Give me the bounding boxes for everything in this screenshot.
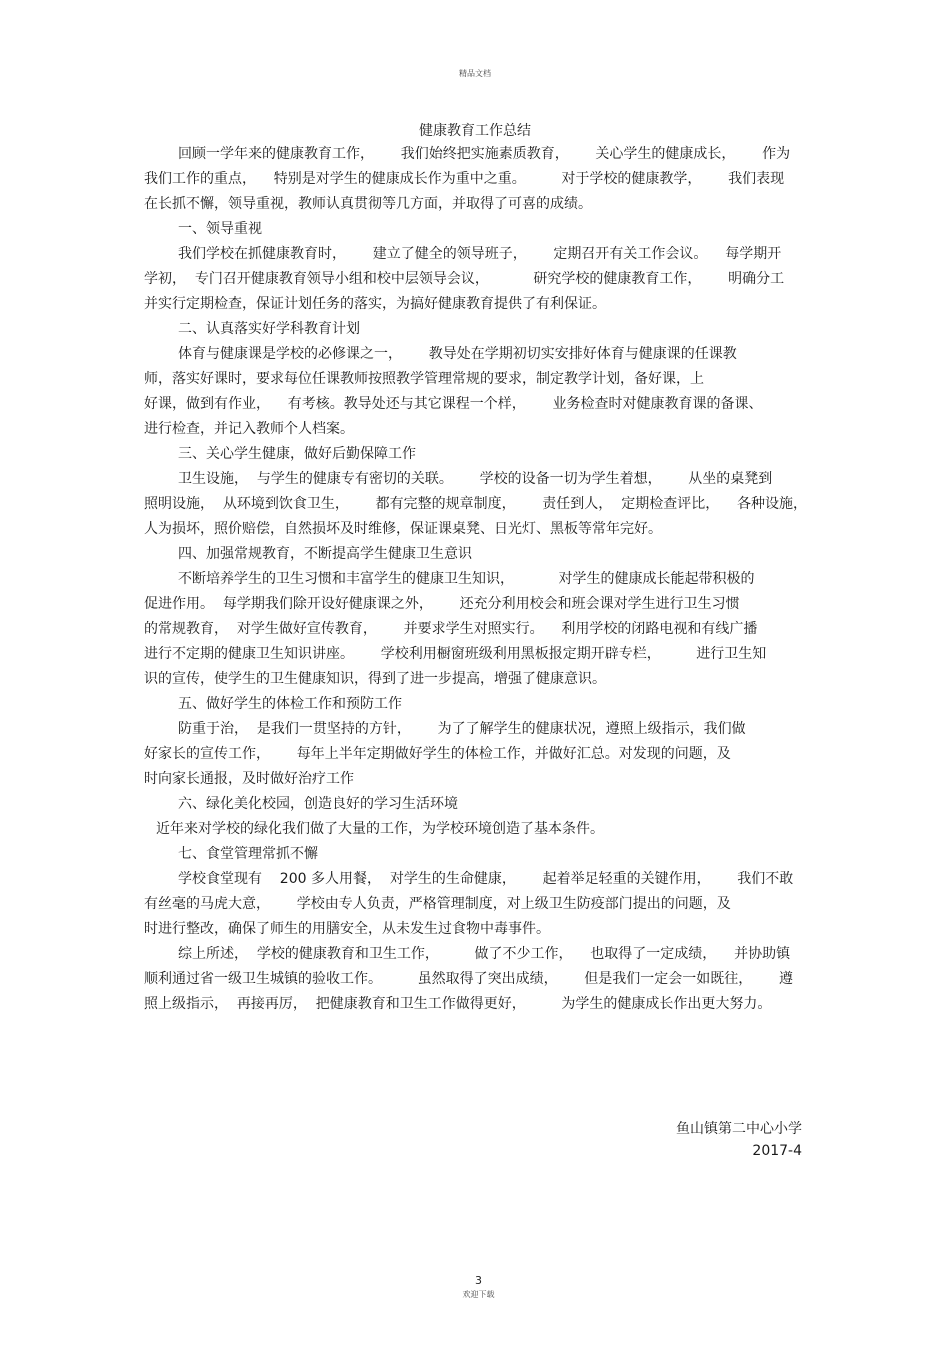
section-heading: 二、认真落实好学科教育计划 xyxy=(178,321,360,337)
body-line: 我们工作的重点， 特别是对学生的健康成长作为重中之重。 对于学校的健康教学， 我们表现 xyxy=(144,171,785,187)
section-heading: 一、领导重视 xyxy=(178,221,262,237)
signature-date: 2017-4 xyxy=(752,1143,802,1159)
body-line: 顺利通过省一级卫生城镇的验收工作。 虽然取得了突出成绩， 但是我们一定会一如既往， 遵 xyxy=(144,971,794,987)
document-header: 精品文档 xyxy=(459,69,491,78)
body-line: 学校食堂现有 200 多人用餐， 对学生的生命健康， 起着举足轻重的关键作用， 我们不敢 xyxy=(178,871,794,887)
body-line: 的常规教育， 对学生做好宣传教育， 并要求学生对照实行。 利用学校的闭路电视和有线广播 xyxy=(144,621,758,637)
body-line: 好课，做到有作业， 有考核。教导处还与其它课程一个样， 业务检查时对健康教育课的备课、 xyxy=(144,396,763,412)
body-line: 综上所述， 学校的健康教育和卫生工作， 做了不少工作， 也取得了一定成绩， 并协助镇 xyxy=(178,946,791,962)
body-line: 卫生设施， 与学生的健康专有密切的关联。 学校的设备一切为学生着想， 从坐的桌凳到 xyxy=(178,471,773,487)
section-heading: 六、绿化美化校园，创造良好的学习生活环境 xyxy=(178,796,458,812)
body-line: 有丝毫的马虎大意， 学校由专人负责，严格管理制度，对上级卫生防疫部门提出的问题，及 xyxy=(144,896,731,912)
body-line: 并实行定期检查，保证计划任务的落实，为搞好健康教育提供了有利保证。 xyxy=(144,296,606,312)
body-line: 照明设施， 从环境到饮食卫生， 都有完整的规章制度， 责任到人， 定期检查评比， 各种设施， xyxy=(144,496,808,512)
body-line: 进行检查，并记入教师个人档案。 xyxy=(144,421,354,437)
body-line: 好家长的宣传工作， 每年上半年定期做好学生的体检工作，并做好汇总。对发现的问题，及 xyxy=(144,746,731,762)
page-number: 3 xyxy=(475,1274,482,1287)
body-line: 照上级指示， 再接再厉， 把健康教育和卫生工作做得更好， 为学生的健康成长作出更大努力。 xyxy=(144,996,772,1012)
body-line: 时进行整改，确保了师生的用膳安全，从未发生过食物中毒事件。 xyxy=(144,921,550,937)
body-line: 进行不定期的健康卫生知识讲座。 学校利用橱窗班级利用黑板报定期开辟专栏， 进行卫生知 xyxy=(144,646,767,662)
body-line: 识的宣传，使学生的卫生健康知识，得到了进一步提高，增强了健康意识。 xyxy=(144,671,606,687)
section-heading: 四、加强常规教育，不断提高学生健康卫生意识 xyxy=(178,546,472,562)
page-footer xyxy=(0,1261,950,1300)
body-line: 在长抓不懈，领导重视，教师认真贯彻等几方面，并取得了可喜的成绩。 xyxy=(144,196,592,212)
body-line: 近年来对学校的绿化我们做了大量的工作，为学校环境创造了基本条件。 xyxy=(156,821,604,837)
body-line: 防重于治， 是我们一贯坚持的方针， 为了了解学生的健康状况，遵照上级指示，我们做 xyxy=(178,721,746,737)
body-line: 人为损坏，照价赔偿，自然损坏及时维修，保证课桌凳、日光灯、黑板等常年完好。 xyxy=(144,521,662,537)
body-line: 体育与健康课是学校的必修课之一， 教导处在学期初切实安排好体育与健康课的任课教 xyxy=(178,346,737,362)
body-line: 回顾一学年来的健康教育工作， 我们始终把实施素质教育， 关心学生的健康成长， 作为 xyxy=(178,146,791,162)
document-title: 健康教育工作总结 xyxy=(419,123,531,139)
section-heading: 三、关心学生健康，做好后勤保障工作 xyxy=(178,446,416,462)
body-line: 促进作用。 每学期我们除开设好健康课之外， 还充分利用校会和班会课对学生进行卫生习惯 xyxy=(144,596,740,612)
body-line: 我们学校在抓健康教育时， 建立了健全的领导班子， 定期召开有关工作会议。 每学期开 xyxy=(178,246,782,262)
body-line: 时向家长通报，及时做好治疗工作 xyxy=(144,771,354,787)
section-heading: 七、食堂管理常抓不懈 xyxy=(178,846,318,862)
body-line: 师，落实好课时，要求每位任课教师按照教学管理常规的要求，制定教学计划，备好课，上 xyxy=(144,371,704,387)
body-line: 学初， 专门召开健康教育领导小组和校中层领导会议， 研究学校的健康教育工作， 明确分工 xyxy=(144,271,785,287)
footer-text: 欢迎下载 xyxy=(462,1290,495,1299)
body-line: 不断培养学生的卫生习惯和丰富学生的健康卫生知识， 对学生的健康成长能起带积极的 xyxy=(178,571,755,587)
signature-school: 鱼山镇第二中心小学 xyxy=(676,1121,802,1137)
section-heading: 五、做好学生的体检工作和预防工作 xyxy=(178,696,402,712)
